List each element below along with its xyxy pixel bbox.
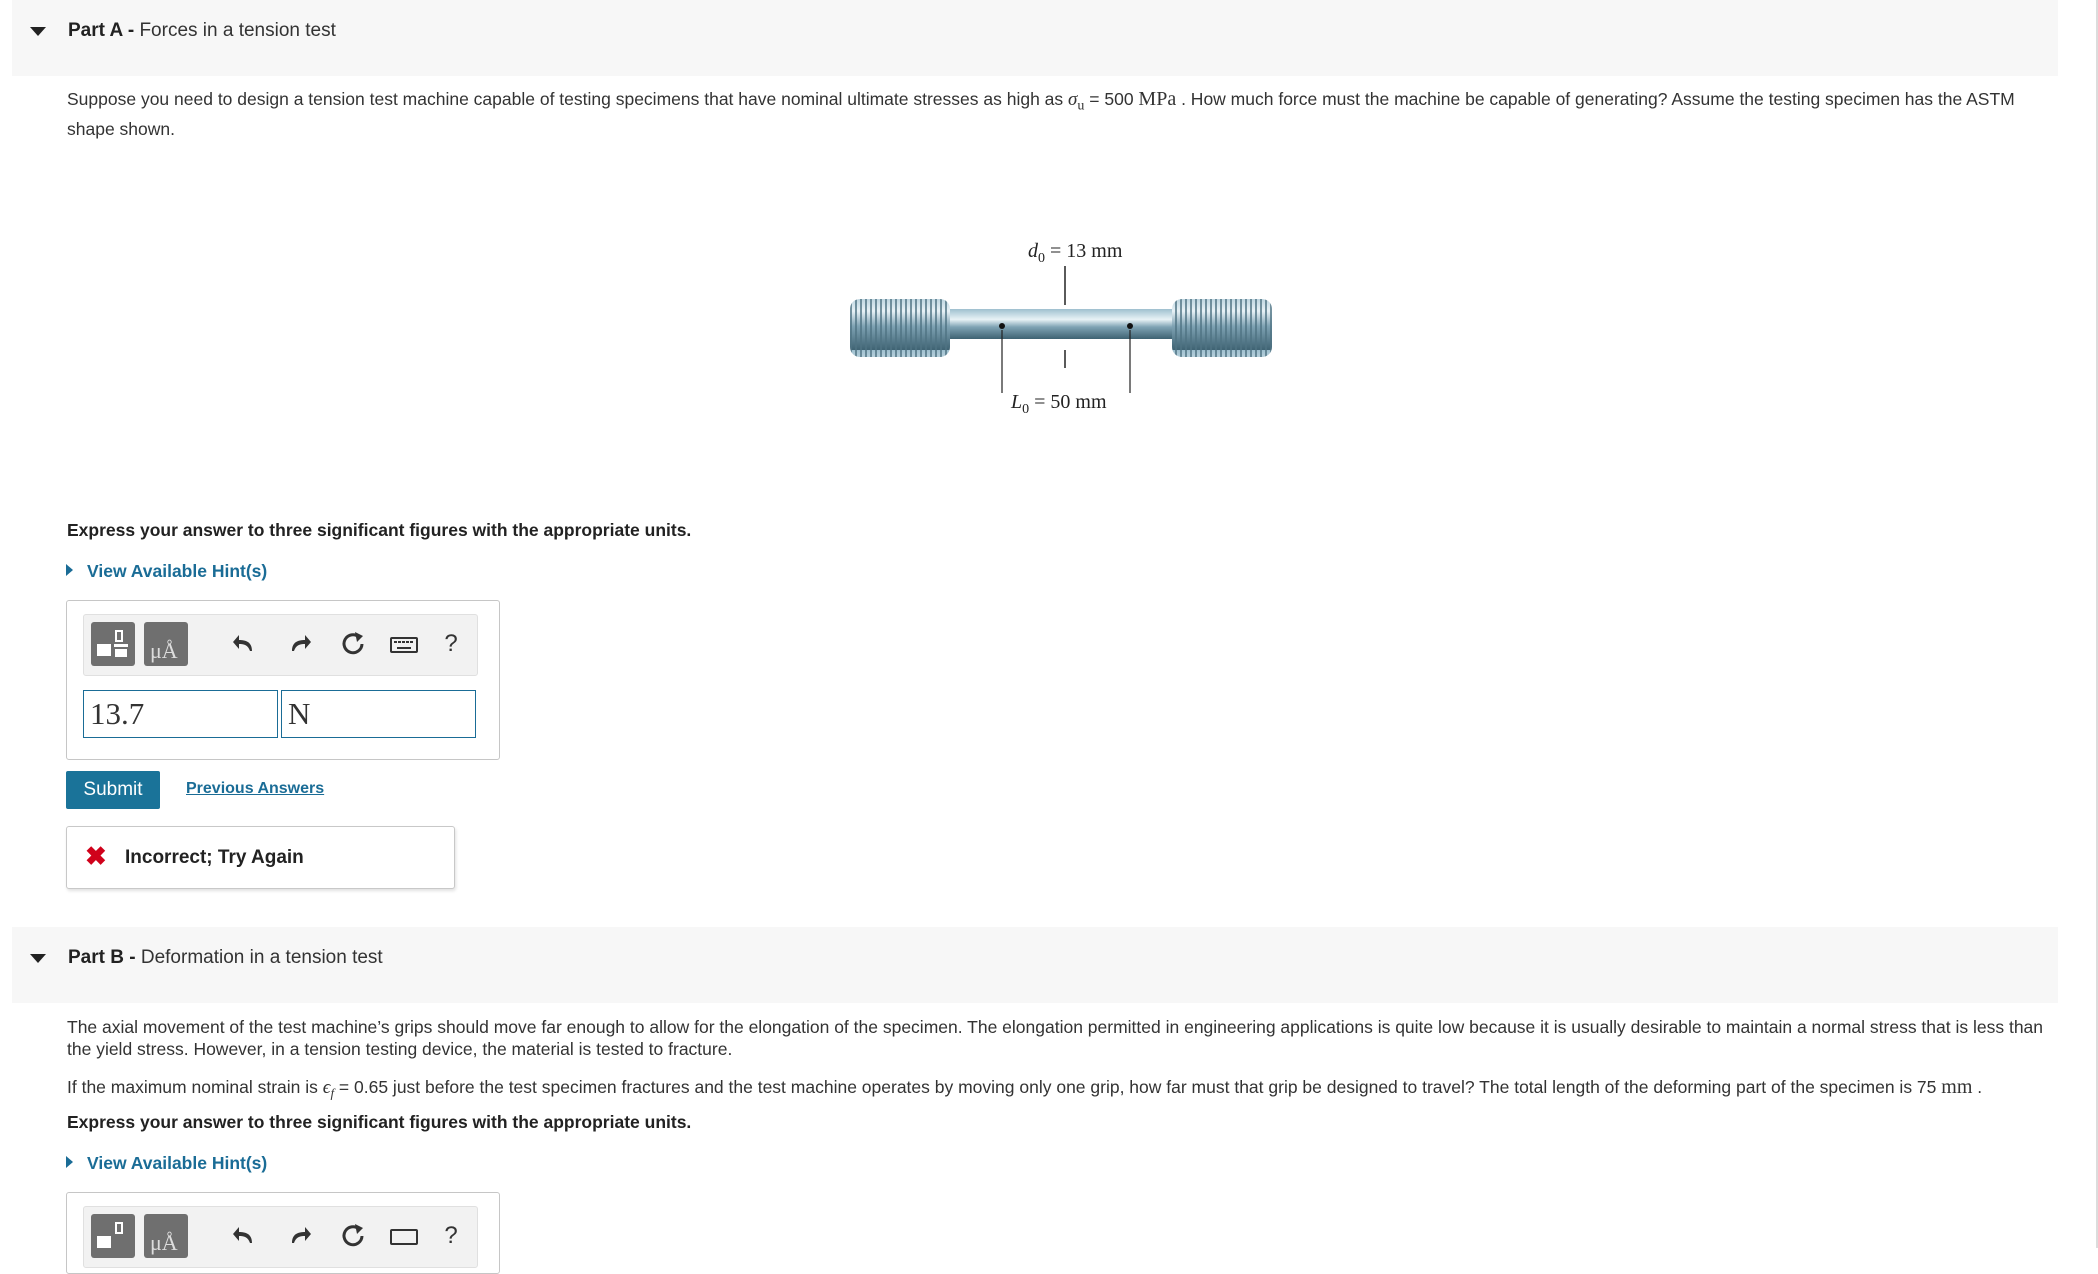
part-a-header[interactable] — [12, 0, 2058, 76]
part-b-instruction: Express your answer to three significant figures with the appropriate units. — [67, 1112, 692, 1132]
templates-button[interactable] — [91, 1214, 135, 1258]
help-icon[interactable]: ? — [444, 630, 458, 657]
right-threaded-grip — [1172, 299, 1272, 357]
math-toolbar — [83, 1206, 478, 1268]
l0-label: $L_0 = 50$ mm — [1011, 391, 1107, 417]
incorrect-x-icon: ✖ — [85, 841, 107, 871]
reset-icon[interactable] — [338, 629, 368, 659]
keyboard-icon[interactable] — [389, 1221, 419, 1251]
help-icon[interactable]: ? — [444, 1222, 458, 1249]
submit-button[interactable]: Submit — [66, 771, 160, 809]
part-b-title: Part B - Deformation in a tension test — [68, 947, 383, 968]
part-a-view-hints-link[interactable]: View Available Hint(s) — [66, 561, 267, 582]
redo-icon[interactable] — [284, 1221, 314, 1251]
templates-button[interactable] — [91, 622, 135, 666]
answer-value-input[interactable]: 13.7 — [83, 690, 278, 738]
expand-triangle-icon — [66, 1156, 73, 1168]
undo-icon[interactable] — [230, 1221, 260, 1251]
expand-triangle-icon — [66, 564, 73, 576]
collapse-caret-icon[interactable] — [30, 27, 46, 36]
part-a-instruction: Express your answer to three significant figures with the appropriate units. — [67, 520, 692, 540]
d0-label: $d_0 = 13$ mm — [1028, 240, 1123, 266]
part-a-title: Part A - Forces in a tension test — [68, 20, 336, 41]
units-button[interactable]: μÅ — [144, 622, 188, 666]
redo-icon[interactable] — [284, 629, 314, 659]
left-threaded-grip — [850, 299, 950, 357]
templates-icon — [91, 1214, 135, 1258]
feedback-box — [66, 826, 455, 889]
undo-icon[interactable] — [230, 629, 260, 659]
part-b-paragraph-1: The axial movement of the test machine’s grips should move far enough to allow for the elongation of the specimen. The elongation permitted in engineering applications is quite low because it is usually desirable to maintain a normal stress that is less than the yield stress. However, in a tension testing device, the material is tested to fracture. — [67, 1017, 2044, 1059]
math-toolbar — [83, 614, 478, 676]
part-b-paragraph-2: If the maximum nominal strain is $\epsilon_f = 0.65$ just before the test specimen fractures and the test machine operates by moving only one grip, how far must that grip be designed to travel? The total length of the deforming part of the specimen is 75 mm . — [67, 1076, 1983, 1101]
part-a-question: Suppose you need to design a tension test machine capable of testing specimens that have nominal ultimate stresses as high as $\sigma_u = 500$ MPa . How much force must the machine be capable of generating? Assume the testing specimen has the ASTM shape shown. — [67, 88, 2015, 139]
previous-answers-link[interactable]: Previous Answers — [186, 780, 325, 797]
reset-icon[interactable] — [338, 1221, 368, 1251]
answer-unit-input[interactable]: N — [281, 690, 476, 738]
part-a-answer-box — [66, 600, 500, 760]
part-b-answer-box — [66, 1192, 500, 1274]
collapse-caret-icon[interactable] — [30, 954, 46, 963]
part-b-view-hints-link[interactable]: View Available Hint(s) — [66, 1153, 267, 1174]
part-b-header[interactable] — [12, 927, 2058, 1003]
gauge-section — [950, 309, 1182, 339]
units-button[interactable]: μÅ — [144, 1214, 188, 1258]
feedback-message: Incorrect; Try Again — [125, 847, 304, 868]
templates-icon — [91, 622, 135, 666]
keyboard-icon[interactable] — [389, 629, 419, 659]
tension-specimen-figure — [845, 230, 1285, 420]
